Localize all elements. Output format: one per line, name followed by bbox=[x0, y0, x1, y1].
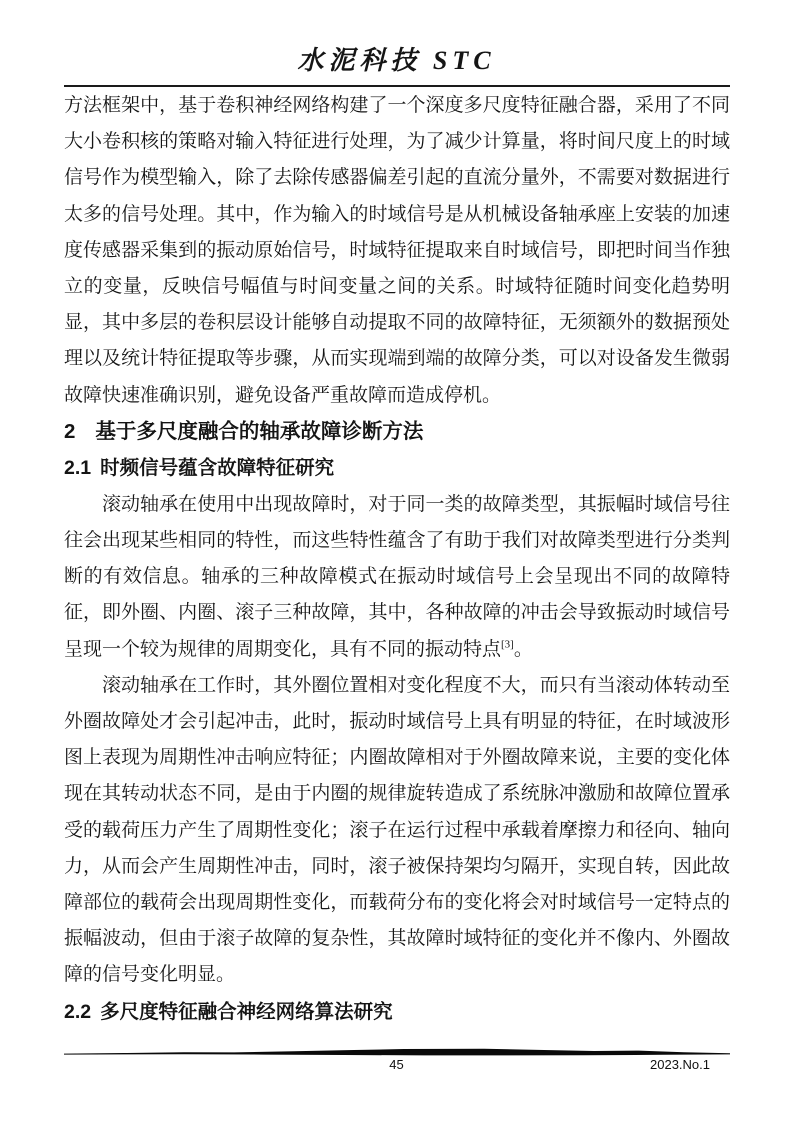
page-content bbox=[64, 88, 730, 1030]
section-number: 2 bbox=[64, 419, 76, 443]
journal-title: 水泥科技 STC bbox=[297, 46, 496, 75]
citation-ref: [3] bbox=[501, 638, 514, 651]
subsection-heading bbox=[64, 994, 730, 1031]
subsection-title: 多尺度特征融合神经网络算法研究 bbox=[100, 1000, 393, 1023]
paragraph: 滚动轴承在工作时，其外圈位置相对变化程度不大，而只有当滚动体转动至外圈故障处才会引起冲击，此时，振动时域信号上具有明显的特征，在时域波形图上表现为周期性冲击响应特征；内圈故障相对于外圈故障来说，主要的变化体现在其转动状态不同，是由于内圈的规律旋转造成了系统脉冲激励和故障位置承受的载荷压力产生了周期性变化；滚子在运行过程中承载着摩擦力和径向、轴向力，从而会产生周期性冲击，同时，滚子被保持架均匀隔开，实现自转，因此故障部位的载荷会出现周期性变化，而载荷分布的变化将会对时域信号一定特点的振幅波动，但由于滚子故障的复杂性，其故障时域特征的变化并不像内、外圈故障的信号变化明显。 bbox=[64, 674, 730, 986]
header-rule bbox=[64, 85, 730, 87]
subsection-number: 2.2 bbox=[64, 1000, 92, 1023]
subsection-heading bbox=[64, 450, 730, 487]
issue-number: 2023.No.1 bbox=[650, 1057, 710, 1072]
paragraph-text: 滚动轴承在使用中出现故障时，对于同一类的故障类型，其振幅时域信号往往会出现某些相同的特性，而这些特性蕴含了有助于我们对故障类型进行分类判断的有效信息。轴承的三种故障模式在振动时域信号上会呈现出不同的故障特征，即外圈、内圈、滚子三种故障，其中，各种故障的冲击会导致振动时域信号呈现一个较为规律的周期变化，具有不同的振动特点 bbox=[64, 493, 730, 660]
paragraph bbox=[64, 487, 730, 668]
paragraph-text: 。 bbox=[513, 638, 533, 660]
section-heading bbox=[64, 414, 730, 451]
subsection-number: 2.1 bbox=[64, 457, 92, 480]
footer-rule bbox=[64, 1048, 730, 1056]
section-title: 基于多尺度融合的轴承故障诊断方法 bbox=[95, 419, 424, 443]
subsection-title: 时频信号蕴含故障特征研究 bbox=[100, 457, 335, 480]
paragraph: 方法框架中，基于卷积神经网络构建了一个深度多尺度特征融合器，采用了不同大小卷积核的策略对输入特征进行处理，为了减少计算量，将时间尺度上的时域信号作为模型输入，除了去除传感器偏差引起的直流分量外，不需要对数据进行太多的信号处理。其中，作为输入的时域信号是从机械设备轴承座上安装的加速度传感器采集到的振动原始信号，时域特征提取来自时域信号，即把时间当作独立的变量，反映信号幅值与时间变量之间的关系。时域特征随时间变化趋势明显，其中多层的卷积层设计能够自动提取不同的故障特征，无须额外的数据预处理以及统计特征提取等步骤，从而实现端到端的故障分类，可以对设备发生微弱故障快速准确识别，避免设备严重故障而造成停机。 bbox=[64, 95, 730, 406]
page-number: 45 bbox=[389, 1057, 404, 1072]
